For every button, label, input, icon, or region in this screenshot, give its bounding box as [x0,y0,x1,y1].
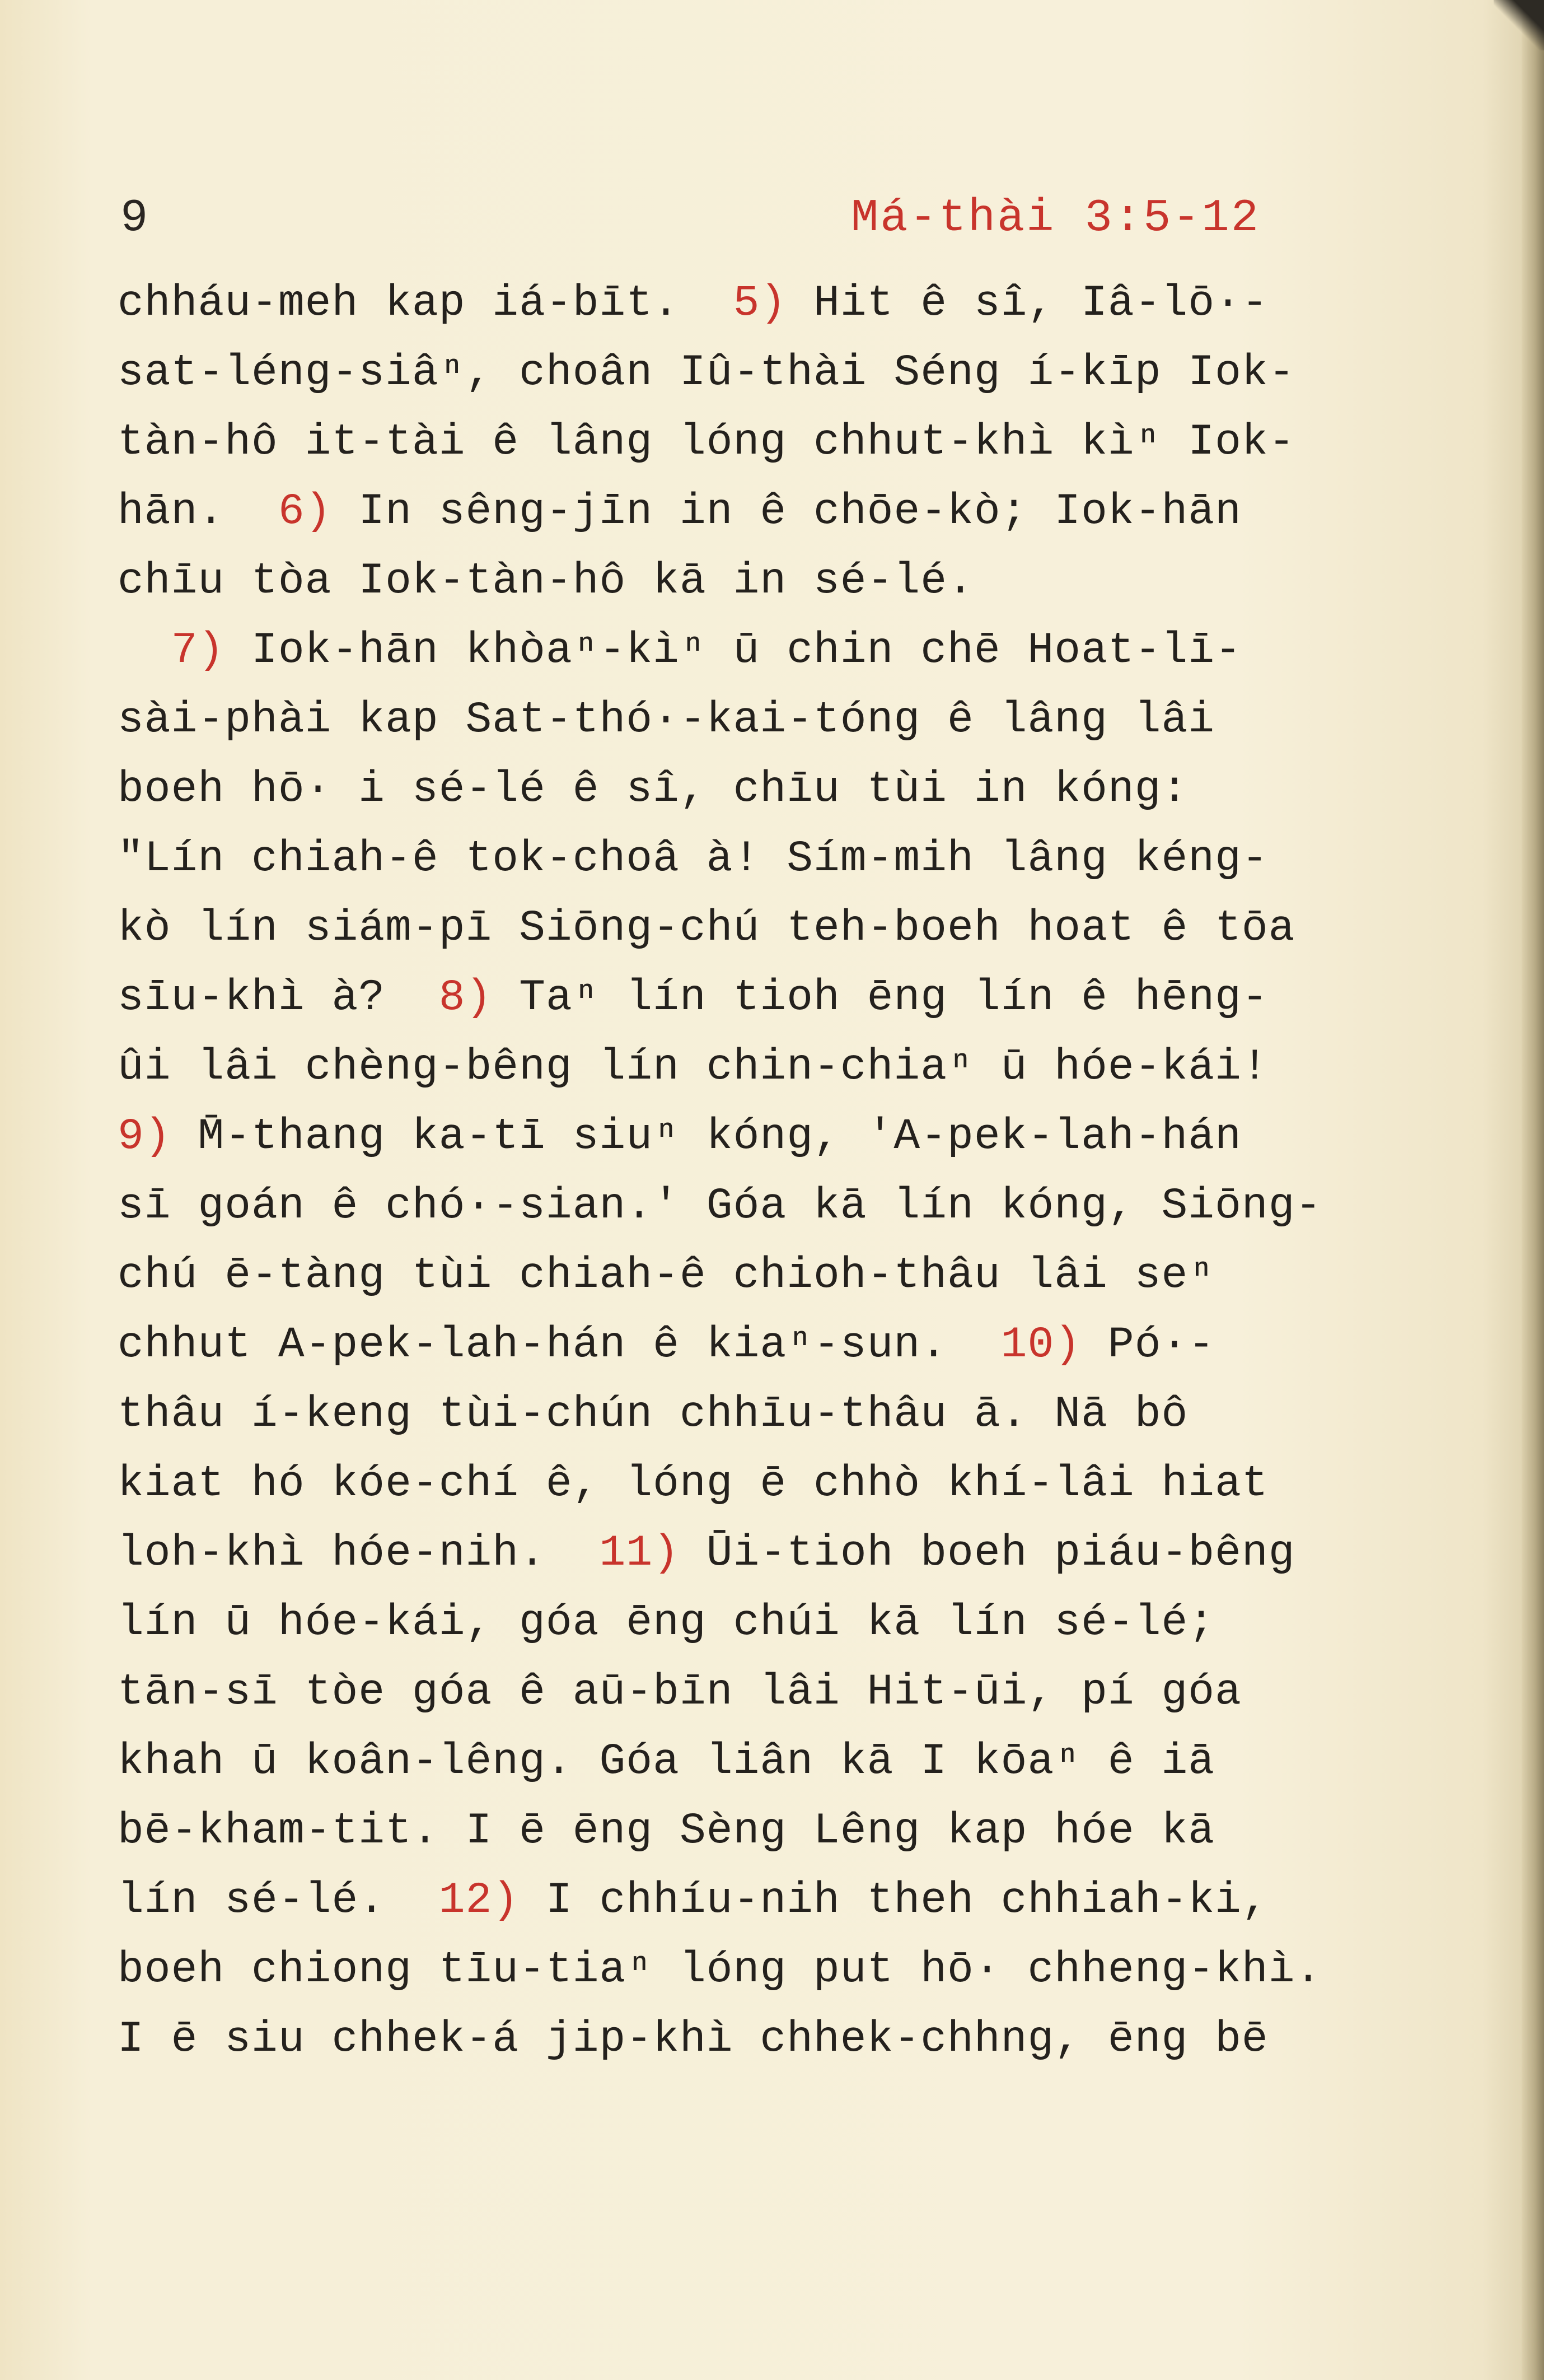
verse-number: 11) [599,1529,680,1578]
text-line [118,477,1450,547]
text-run: sīu-khì à? [118,973,439,1023]
text-run: chīu tòa Iok-tàn-hô kā in sé-lé. [118,557,974,606]
text-line [118,685,1450,755]
running-head: Má-thài 3:5-12 [851,192,1260,244]
text-run: chú ē-tàng tùi chiah-ê chioh-thâu lâi seⁿ [118,1251,1215,1300]
text-run: In sêng-jīn in ê chōe-kò; Iok-hān [331,487,1242,536]
text-run: sài-phài kap Sat-thó·-kai-tóng ê lâng lâi [118,696,1215,745]
text-run: boeh hō· i sé-lé ê sî, chīu tùi in kóng: [118,765,1189,814]
text-run: sat-léng-siâⁿ, choân Iû-thài Séng í-kīp Iok- [118,348,1295,398]
text-run: kiat hó kóe-chí ê, lóng ē chhò khí-lâi hiat [118,1459,1269,1509]
verse-number: 12) [438,1876,520,1925]
text-run: Taⁿ lín tioh ēng lín ê hēng- [492,973,1269,1023]
text-run: lín sé-lé. [118,1876,439,1925]
text-run: chhut A-pek-lah-hán ê kiaⁿ-sun. [118,1320,1001,1370]
text-line [118,755,1450,824]
text-line [118,338,1450,408]
text-run: bē-kham-tit. I ē ēng Sèng Lêng kap hóe kā [118,1807,1215,1856]
text-run [118,626,171,675]
text-run: tàn-hô it-tài ê lâng lóng chhut-khì kìⁿ Iok- [118,418,1295,467]
text-run: thâu í-keng tùi-chún chhīu-thâu ā. Nā bô [118,1390,1189,1439]
text-line [118,1102,1450,1172]
text-line [118,1866,1450,1935]
text-line [118,1172,1450,1241]
text-line [118,963,1450,1033]
text-run: Iok-hān khòaⁿ-kìⁿ ū chin chē Hoat-lī- [224,626,1242,675]
text-run: loh-khì hóe-nih. [118,1529,600,1578]
text-run: I chhíu-nih theh chhiah-ki, [519,1876,1269,1925]
text-run: boeh chiong tīu-tiaⁿ lóng put hō· chheng-khì. [118,1945,1322,1995]
body-text [118,269,1450,2074]
page-edge-shadow [1522,0,1544,2380]
text-line [118,408,1450,477]
text-line [118,616,1450,685]
text-run: Pó·- [1081,1320,1215,1370]
text-run: lín ū hóe-kái, góa ēng chúi kā lín sé-lé; [118,1598,1215,1648]
text-line [118,1449,1450,1519]
text-line [118,1033,1450,1102]
text-run: "Lín chiah-ê tok-choâ à! Sím-mih lâng kéng- [118,834,1269,884]
text-line [118,1380,1450,1449]
text-line [118,2005,1450,2074]
text-line [118,894,1450,963]
verse-number: 10) [1000,1320,1082,1370]
text-run: Ūi-tioh boeh piáu-bêng [679,1529,1295,1578]
text-run: kò lín siám-pī Siōng-chú teh-boeh hoat ê tōa [118,904,1295,953]
text-line [118,1519,1450,1588]
text-line [118,1796,1450,1866]
verse-number: 9) [118,1112,171,1161]
text-line [118,547,1450,616]
text-run: I ē siu chhek-á jip-khì chhek-chhng, ēng bē [118,2015,1269,2064]
text-run: sī goán ê chó·-sian.' Góa kā lín kóng, Siōng- [118,1182,1322,1231]
text-line [118,824,1450,894]
verse-number: 8) [438,973,493,1023]
text-run: chháu-meh kap iá-bīt. [118,279,733,328]
text-line [118,1241,1450,1310]
verse-number: 7) [171,626,225,675]
text-line [118,1310,1450,1380]
page-corner-shadow [1494,0,1544,50]
verse-number: 6) [278,487,332,536]
text-run: khah ū koân-lêng. Góa liân kā I kōaⁿ ê iā [118,1737,1215,1786]
text-run: tān-sī tòe góa ê aū-bīn lâi Hit-ūi, pí góa [118,1668,1242,1717]
text-line [118,269,1450,338]
text-run: ûi lâi chèng-bêng lín chin-chiaⁿ ū hóe-kái! [118,1043,1269,1092]
text-line [118,1727,1450,1796]
text-run: Hit ê sî, Iâ-lō·- [787,279,1269,328]
verse-number: 5) [733,279,787,328]
page-number: 9 [120,192,148,244]
text-run: hān. [118,487,278,536]
text-line [118,1935,1450,2005]
text-line [118,1658,1450,1727]
text-run: M̄-thang ka-tī siuⁿ kóng, 'A-pek-lah-hán [171,1112,1242,1161]
text-line [118,1588,1450,1658]
